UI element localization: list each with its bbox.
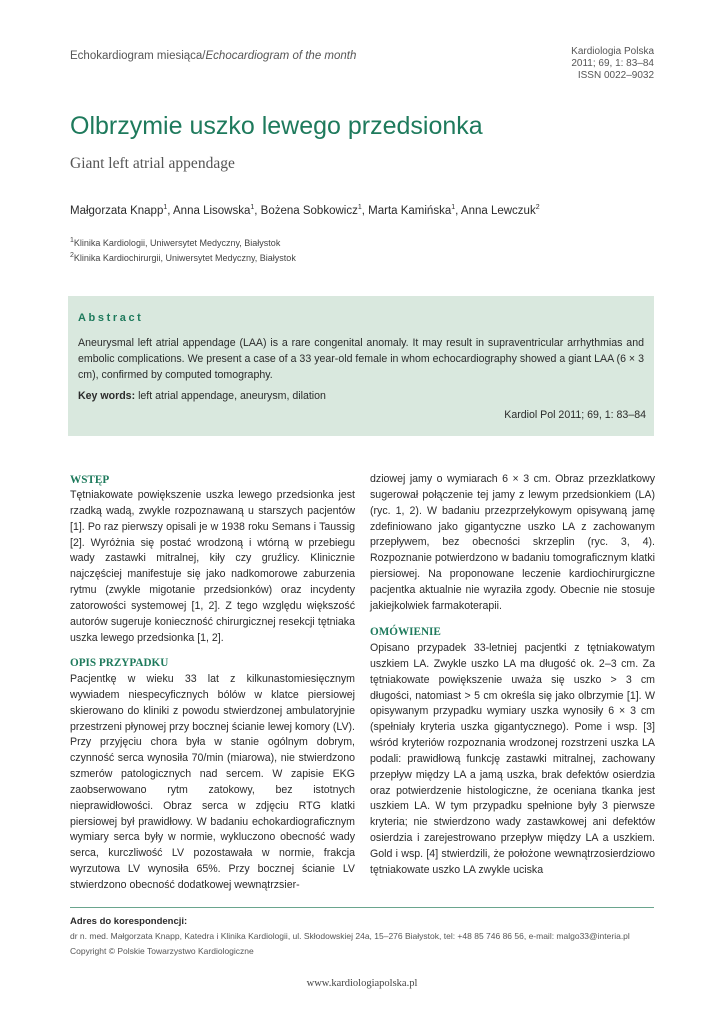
affiliation-mark: 1 xyxy=(70,237,74,244)
author-affiliation-mark: 1 xyxy=(250,204,255,212)
keywords-label: Key words: xyxy=(78,390,136,402)
journal-name: Kardiologia Polska xyxy=(571,46,654,57)
citation: Kardiol Pol 2011; 69, 1: 83–84 xyxy=(504,409,646,421)
article-title-en: Giant left atrial appendage xyxy=(70,155,235,172)
author-affiliation-mark: 2 xyxy=(535,204,540,212)
discussion-paragraph: Opisano przypadek 33-letniej pacjentki z tętniakowatym uszkiem LA. Zwykle uszko LA ma długość ok. 2–3 cm. Za tętniakowate powiększenie uważa się uszko > 3 cm długości, natomiast > 5 cm określa się jako olbrzymie [1]. W opisywanym przypadku wymiary uszka wynosiły 6 × 3 cm (spełniały kryteria uszka gigantycznego). Pome i wsp. [3] wśród kryteriów rozpoznania wrodzonej rozstrzeni uszka LA podali: prawidłową funkcję zastawki mitralnej, zachowany przepływ między LA a jamą uszka, brak defektów osierdzia oraz potwierdzenie histologiczne, że oceniana tkanka jest uszkiem LA. W tym przypadku spełnione były 3 pierwsze kryteria; nie stwierdzono wady zastawkowej ani defektów osierdzia i zarejestrowano przepływ między LA a uszkiem. Gold i wsp. [4] stwierdzili, że położone wewnątrzosierdziowo tętniakowate uszko LA zwykle uciska xyxy=(370,642,655,876)
author-affiliation-mark: 1 xyxy=(451,204,456,212)
section-heading-case: OPIS PRZYPADKU xyxy=(70,657,169,669)
journal-issn: ISSN 0022–9032 xyxy=(577,70,654,81)
discussion-text xyxy=(370,641,655,879)
section-heading-discussion: OMÓWIENIE xyxy=(370,626,441,638)
author-name: Anna Lisowska xyxy=(173,205,251,217)
affiliation-text: Klinika Kardiologii, Uniwersytet Medyczny, Białystok xyxy=(73,238,281,248)
copyright: Copyright © Polskie Towarzystwo Kardiologiczne xyxy=(70,946,254,956)
series-en: Echocardiogram of the month xyxy=(205,50,357,62)
author-name: Małgorzata Knapp xyxy=(70,205,164,217)
series-label xyxy=(70,50,356,62)
correspondence-text: dr n. med. Małgorzata Knapp, Katedra i Klinika Kardiologii, ul. Skłodowskiej 24a, 15–276 Białystok, tel: +48 85 746 86 56, e-mail: malgo33@interia.pl xyxy=(70,931,630,941)
keywords-text: left atrial appendage, aneurysm, dilation xyxy=(138,390,326,402)
author-affiliation-mark: 1 xyxy=(163,204,168,212)
journal-website: www.kardiologiapolska.pl xyxy=(306,978,418,989)
journal-info xyxy=(571,46,654,82)
author-name: Anna Lewczuk xyxy=(460,205,536,217)
intro-text xyxy=(70,488,355,646)
intro-paragraph: Tętniakowate powiększenie uszka lewego przedsionka jest rzadką wadą, zwykle rozpoznawaną u starszych pacjentów [1]. Po raz pierwszy opisali je w 1938 roku Semans i Taussig [2]. Wyróżnia się postać wrodzoną i wtórną w przebiegu wady zastawki mitralnej, kiły czy gruźlicy. Klinicznie najczęściej manifestuje się jako nadkomorowe zaburzenia rytmu (zwykle migotanie przedsionków) oraz incydenty zatorowości systemowej [1, 2]. Z tego względu większość autorów sugeruje konieczność chirurgicznej resekcji tętniaka uszka lewego przedsionka [1, 2]. xyxy=(70,489,355,644)
affiliation-text: Klinika Kardiochirurgii, Uniwersytet Medyczny, Białystok xyxy=(73,253,296,263)
keywords xyxy=(78,390,326,402)
case-paragraph-continued: dziowej jamy o wymiarach 6 × 3 cm. Obraz przezklatkowy sugerował połączenie tej jamy z lewym przedsionkiem (LA) (ryc. 1, 2). W badaniu przezprzełykowym opisywaną jamę zdefiniowano jako gigantyczne uszko LA z zachowanym przepływem, bez obecności skrzeplin (ryc. 3, 4). Rozpoznanie potwierdzono w badaniu tomograficznym klatki piersiowej. Na proponowane leczenie kardiochirurgiczne pacjentka aktualnie nie wyraziła zgody. Obecnie nie stosuje jakiejkolwiek farmakoterapii. xyxy=(370,473,655,612)
affiliation xyxy=(70,253,296,263)
affiliation-mark: 2 xyxy=(70,252,74,259)
author-list: Małgorzata Knapp$^1$, Anna Lisowska$^1$, Bożena Sobkowicz$^1$, Marta Kamińska$^1$, Anna Lewczuk$^2$ xyxy=(70,204,540,217)
series-pl: Echokardiogram miesiąca/ xyxy=(70,50,206,62)
author-name: Bożena Sobkowicz xyxy=(260,205,358,217)
affiliation xyxy=(70,238,280,248)
footer-divider xyxy=(70,907,654,908)
abstract-heading: Abstract xyxy=(78,312,144,324)
case-text-continued xyxy=(370,472,655,615)
section-heading-intro: WSTĘP xyxy=(70,474,110,486)
article-title-pl: Olbrzymie uszko lewego przedsionka xyxy=(70,112,483,140)
journal-volume: 2011; 69, 1: 83–84 xyxy=(571,58,654,69)
case-text xyxy=(70,672,355,894)
author-name: Marta Kamińska xyxy=(368,205,452,217)
correspondence-heading: Adres do korespondencji: xyxy=(70,916,188,927)
author-affiliation-mark: 1 xyxy=(357,204,362,212)
abstract-text: Aneurysmal left atrial appendage (LAA) is a rare congenital anomaly. It may result in supraventricular arrhythmias and embolic complications. We present a case of a 33 year-old female in whom echocardiography showed a giant LAA (6 × 3 cm), confirmed by computed tomography. xyxy=(78,337,644,381)
case-paragraph: Pacjentkę w wieku 33 lat z kilkunastomiesięcznym wywiadem niespecyficznych bólów w klatce piersiowej skierowano do kliniki z powodu stwierdzonej ambulatoryjnie przestrzeni płynowej przy bocznej ścianie lewej komory (LV). Przy przyjęciu chora była w stanie ogólnym dobrym, czynność serca wynosiła 70/min (miarowa), nie stwierdzono szmerów patologicznych nad sercem. W zapisie EKG zaobserwowano rytm zatokowy, bez istotnych nieprawidłowości. Obraz serca w zdjęciu RTG klatki piersiowej był prawidłowy. W badaniu echokardiograficznym wymiary serca były w normie, wykluczono obecność wady serca, kurczliwość LV pozostawała w normie, frakcja wyrzutowa LV wynosiła 65%. Przy bocznej ścianie LV stwierdzono obecność dodatkowej wewnątrzsier- xyxy=(70,673,355,891)
